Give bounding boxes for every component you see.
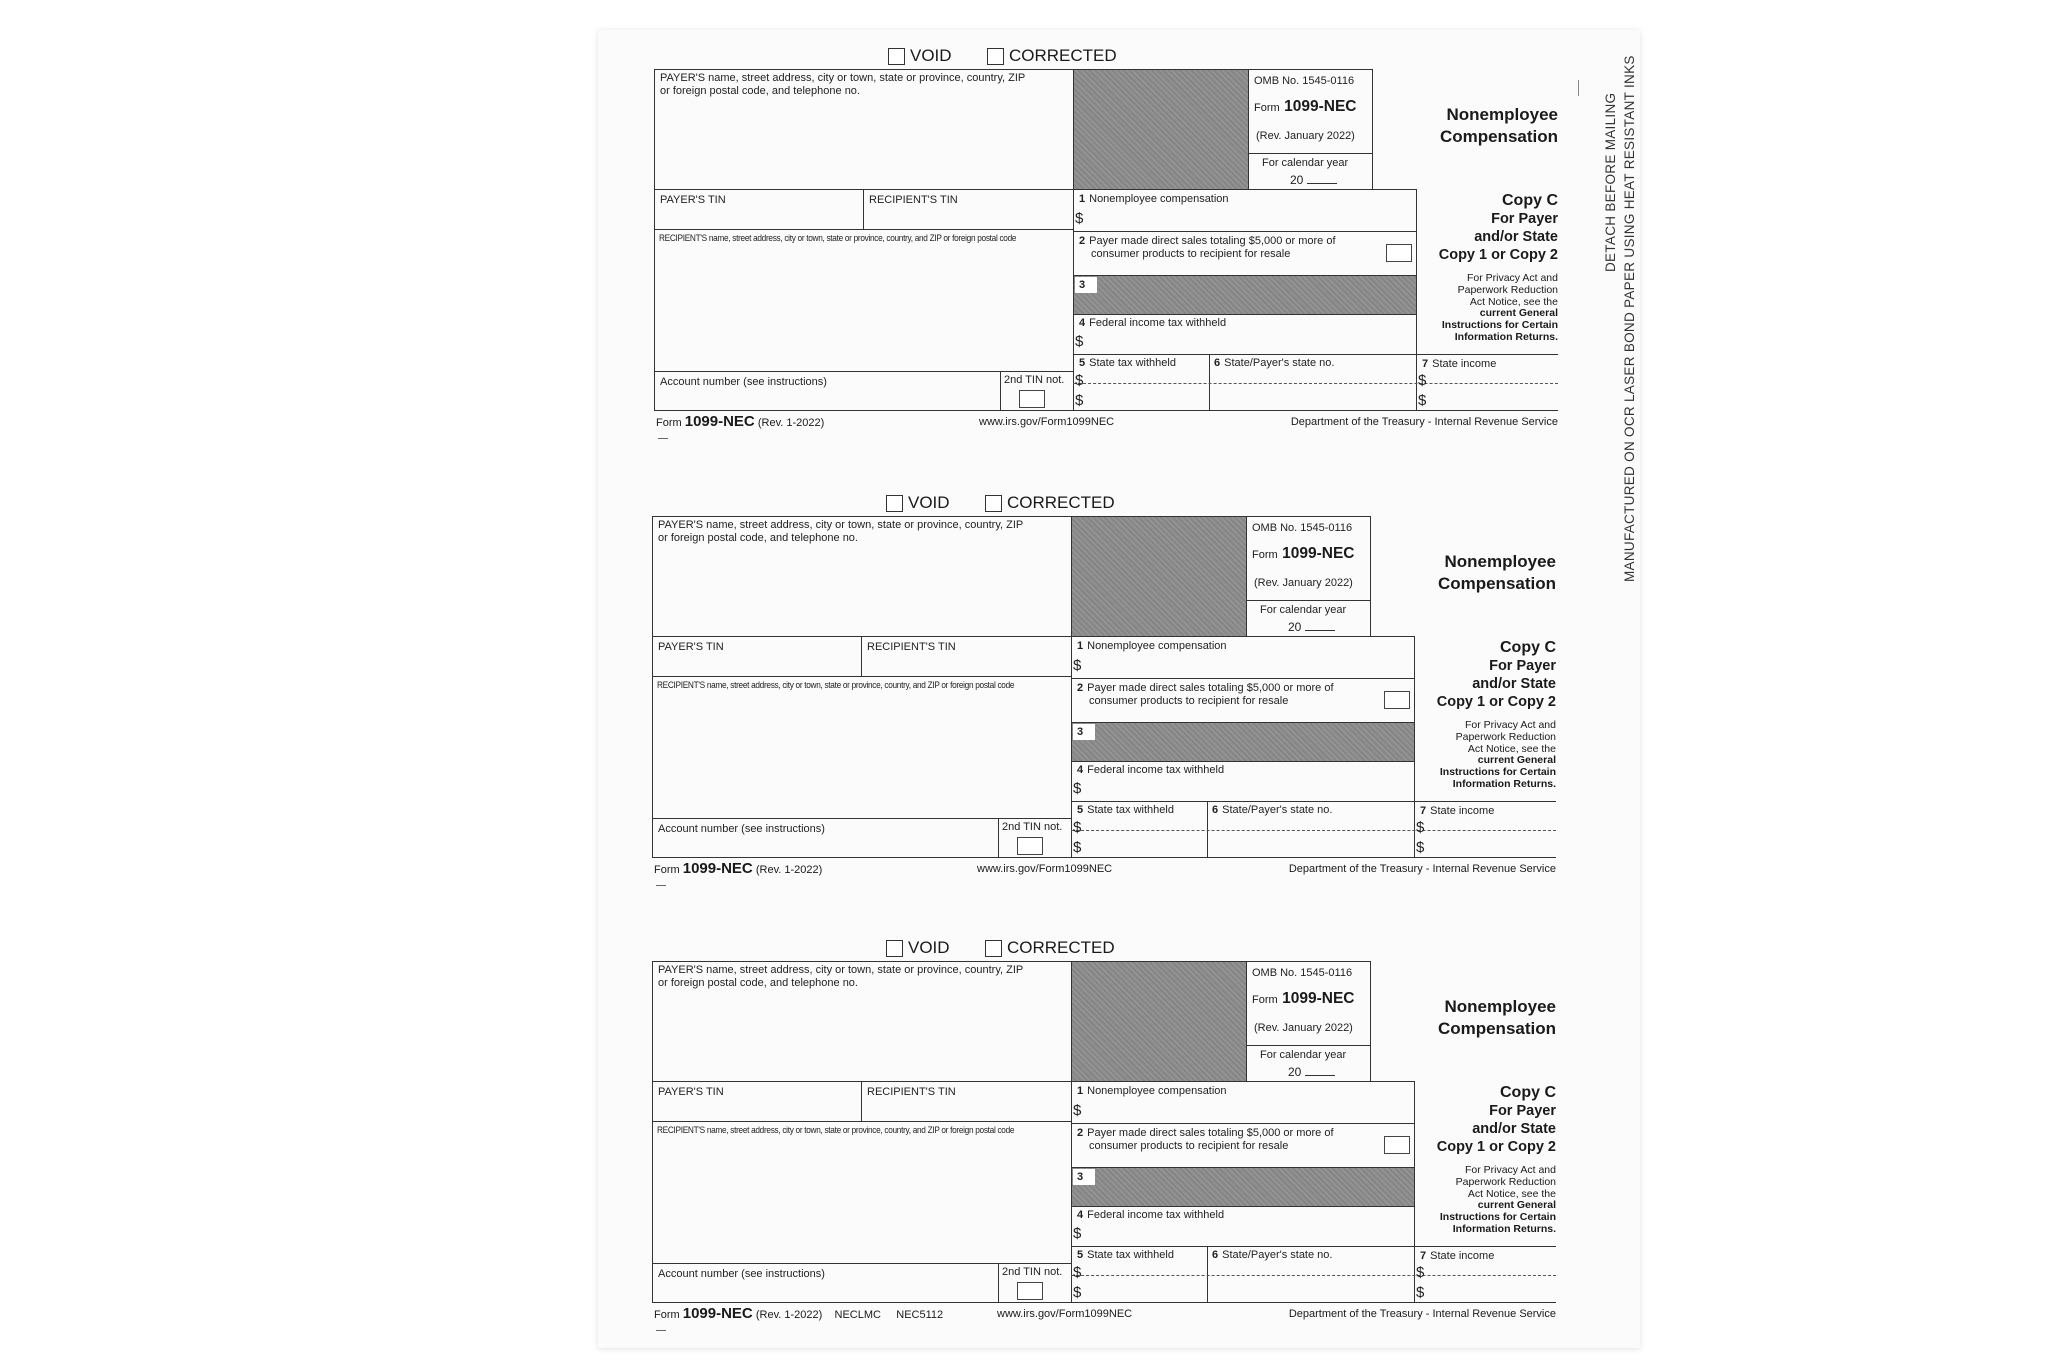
calendar-year-field[interactable]: 20 <box>1290 173 1337 187</box>
second-tin-label: 2nd TIN not. <box>1002 821 1063 833</box>
box7-dollar-1: $ <box>1418 372 1427 389</box>
box7-label: 7 State income <box>1420 1250 1495 1262</box>
corrected-box[interactable] <box>985 940 1002 957</box>
box7-dollar-2: $ <box>1416 839 1425 856</box>
recipient-tin-label: RECIPIENT'S TIN <box>867 641 956 653</box>
recipient-tin-label: RECIPIENT'S TIN <box>867 1086 956 1098</box>
box4-label: 4 Federal income tax withheld <box>1079 317 1227 329</box>
footer-form-id: Form 1099-NEC (Rev. 1-2022) <box>654 860 823 877</box>
revision: (Rev. January 2022) <box>1254 1022 1353 1034</box>
box1-dollar: $ <box>1073 657 1082 674</box>
omb-number: OMB No. 1545-0116 <box>1252 967 1353 979</box>
box5-dollar-2: $ <box>1075 392 1084 409</box>
recipient-tin-label: RECIPIENT'S TIN <box>869 194 958 206</box>
account-number-label: Account number (see instructions) <box>658 823 825 835</box>
detach-note: DETACH BEFORE MAILING <box>1603 92 1618 272</box>
box4-dollar: $ <box>1073 1225 1082 1242</box>
box3-shaded <box>1072 723 1414 761</box>
recipient-name-label: RECIPIENT'S name, street address, city or town, state or province, country, and ZIP or foreign postal code <box>657 1125 1015 1136</box>
corrected-checkbox[interactable] <box>985 938 1115 958</box>
void-checkbox[interactable] <box>886 938 950 958</box>
void-box[interactable] <box>886 495 903 512</box>
box3-label: 3 <box>1077 726 1084 738</box>
irs-url[interactable]: www.irs.gov/Form1099NEC <box>997 1308 1133 1320</box>
payer-tin-label: PAYER'S TIN <box>660 194 726 206</box>
box4-dollar: $ <box>1073 780 1082 797</box>
revision: (Rev. January 2022) <box>1254 577 1353 589</box>
form-title: Nonemployee Compensation <box>1437 552 1556 593</box>
box2-checkbox[interactable] <box>1384 691 1410 709</box>
manufactured-note: MANUFACTURED ON OCR LASER BOND PAPER USING HEAT RESISTANT INKS <box>1622 55 1637 582</box>
box5-label: 5 State tax withheld <box>1079 357 1176 369</box>
copy-designation: Copy C For Payer and/or State Copy 1 or Copy 2 <box>1438 192 1558 263</box>
box6-label: 6 State/Payer's state no. <box>1212 804 1333 816</box>
payer-name-label: PAYER'S name, street address, city or town, state or province, country, ZIP or foreign postal code, and telephone no. <box>658 964 1024 989</box>
footer-form-id: Form 1099-NEC (Rev. 1-2022) NECLMC NEC5112 <box>654 1305 944 1322</box>
void-checkbox[interactable] <box>886 493 950 513</box>
corrected-box[interactable] <box>987 48 1004 65</box>
second-tin-label: 2nd TIN not. <box>1002 1266 1063 1278</box>
calendar-year-label: For calendar year <box>1262 157 1349 169</box>
footer-form-id: Form 1099-NEC (Rev. 1-2022) <box>656 413 825 430</box>
form-id: Form 1099-NEC <box>1252 990 1355 1007</box>
box7-dollar-1: $ <box>1416 819 1425 836</box>
void-label: VOID <box>910 46 952 65</box>
privacy-notice: For Privacy Act and Paperwork Reduction Act Notice, see the current General Instructions for Certain Information Returns. <box>1441 272 1558 343</box>
form-1099-nec <box>652 493 1556 888</box>
box5-label: 5 State tax withheld <box>1077 804 1174 816</box>
revision: (Rev. January 2022) <box>1256 130 1355 142</box>
payer-name-label: PAYER'S name, street address, city or town, state or province, country, ZIP or foreign postal code, and telephone no. <box>658 519 1024 544</box>
calendar-year-field[interactable]: 20 <box>1288 620 1335 634</box>
void-box[interactable] <box>886 940 903 957</box>
calendar-year-label: For calendar year <box>1260 1049 1347 1061</box>
omb-number: OMB No. 1545-0116 <box>1254 75 1355 87</box>
corrected-checkbox[interactable] <box>985 493 1115 513</box>
second-tin-checkbox[interactable] <box>1017 837 1043 855</box>
corrected-label: CORRECTED <box>1007 493 1115 512</box>
account-number-label: Account number (see instructions) <box>660 376 827 388</box>
recipient-name-label: RECIPIENT'S name, street address, city or town, state or province, country, and ZIP or foreign postal code <box>657 680 1015 691</box>
box4-label: 4 Federal income tax withheld <box>1077 764 1225 776</box>
irs-url[interactable]: www.irs.gov/Form1099NEC <box>979 416 1115 428</box>
side-mark <box>1578 80 1579 96</box>
box5-dollar-1: $ <box>1073 819 1082 836</box>
box2-label: 2 Payer made direct sales totaling $5,000 or more of consumer products to recipient for resale <box>1077 1127 1334 1152</box>
corrected-box[interactable] <box>985 495 1002 512</box>
box5-dollar-1: $ <box>1075 372 1084 389</box>
payer-tin-label: PAYER'S TIN <box>658 641 724 653</box>
box1-label: 1 Nonemployee compensation <box>1077 640 1227 652</box>
box5-label: 5 State tax withheld <box>1077 1249 1174 1261</box>
void-checkbox[interactable] <box>888 46 952 66</box>
box4-label: 4 Federal income tax withheld <box>1077 1209 1225 1221</box>
box1-dollar: $ <box>1073 1102 1082 1119</box>
treasury-dept: Department of the Treasury - Internal Revenue Service <box>1288 1308 1556 1320</box>
copy-designation: Copy C For Payer and/or State Copy 1 or Copy 2 <box>1436 1084 1556 1155</box>
account-number-label: Account number (see instructions) <box>658 1268 825 1280</box>
box4-dollar: $ <box>1075 333 1084 350</box>
form-title: Nonemployee Compensation <box>1439 105 1558 146</box>
box1-label: 1 Nonemployee compensation <box>1079 193 1229 205</box>
privacy-notice: For Privacy Act and Paperwork Reduction Act Notice, see the current General Instructions for Certain Information Returns. <box>1439 1164 1556 1235</box>
corrected-label: CORRECTED <box>1007 938 1115 957</box>
corrected-checkbox[interactable] <box>987 46 1117 66</box>
box7-dollar-1: $ <box>1416 1264 1425 1281</box>
box6-label: 6 State/Payer's state no. <box>1214 357 1335 369</box>
second-tin-checkbox[interactable] <box>1017 1282 1043 1300</box>
second-tin-label: 2nd TIN not. <box>1004 374 1065 386</box>
payer-name-label: PAYER'S name, street address, city or town, state or province, country, ZIP or foreign postal code, and telephone no. <box>660 72 1026 97</box>
box5-dollar-1: $ <box>1073 1264 1082 1281</box>
form-1099-nec <box>652 938 1556 1333</box>
box2-label: 2 Payer made direct sales totaling $5,000 or more of consumer products to recipient for resale <box>1077 682 1334 707</box>
payer-tin-label: PAYER'S TIN <box>658 1086 724 1098</box>
treasury-dept: Department of the Treasury - Internal Revenue Service <box>1290 416 1558 428</box>
second-tin-checkbox[interactable] <box>1019 390 1045 408</box>
treasury-dept: Department of the Treasury - Internal Revenue Service <box>1288 863 1556 875</box>
form-1099-nec <box>654 46 1558 441</box>
privacy-notice: For Privacy Act and Paperwork Reduction Act Notice, see the current General Instructions for Certain Information Returns. <box>1439 719 1556 790</box>
box7-label: 7 State income <box>1420 805 1495 817</box>
shaded-area <box>1072 517 1246 636</box>
box1-dollar: $ <box>1075 210 1084 227</box>
box6-label: 6 State/Payer's state no. <box>1212 1249 1333 1261</box>
box7-dollar-2: $ <box>1418 392 1427 409</box>
void-box[interactable] <box>888 48 905 65</box>
box5-dollar-2: $ <box>1073 1284 1082 1301</box>
box3-shaded <box>1072 1168 1414 1206</box>
recipient-name-label: RECIPIENT'S name, street address, city or town, state or province, country, and ZIP or foreign postal code <box>659 233 1017 244</box>
box2-checkbox[interactable] <box>1386 244 1412 262</box>
box3-shaded <box>1074 276 1416 314</box>
calendar-year-label: For calendar year <box>1260 604 1347 616</box>
box5-dollar-2: $ <box>1073 839 1082 856</box>
irs-url[interactable]: www.irs.gov/Form1099NEC <box>977 863 1113 875</box>
box1-label: 1 Nonemployee compensation <box>1077 1085 1227 1097</box>
void-label: VOID <box>908 938 950 957</box>
shaded-area <box>1072 962 1246 1081</box>
copy-designation: Copy C For Payer and/or State Copy 1 or Copy 2 <box>1436 639 1556 710</box>
box7-dollar-2: $ <box>1416 1284 1425 1301</box>
corrected-label: CORRECTED <box>1009 46 1117 65</box>
box2-label: 2 Payer made direct sales totaling $5,000 or more of consumer products to recipient for resale <box>1079 235 1336 260</box>
omb-number: OMB No. 1545-0116 <box>1252 522 1353 534</box>
box3-label: 3 <box>1077 1171 1084 1183</box>
box3-label: 3 <box>1079 279 1086 291</box>
form-id: Form 1099-NEC <box>1252 545 1355 562</box>
shaded-area <box>1074 70 1248 189</box>
box2-checkbox[interactable] <box>1384 1136 1410 1154</box>
form-id: Form 1099-NEC <box>1254 98 1357 115</box>
box7-label: 7 State income <box>1422 358 1497 370</box>
calendar-year-field[interactable]: 20 <box>1288 1065 1335 1079</box>
void-label: VOID <box>908 493 950 512</box>
form-title: Nonemployee Compensation <box>1437 997 1556 1038</box>
